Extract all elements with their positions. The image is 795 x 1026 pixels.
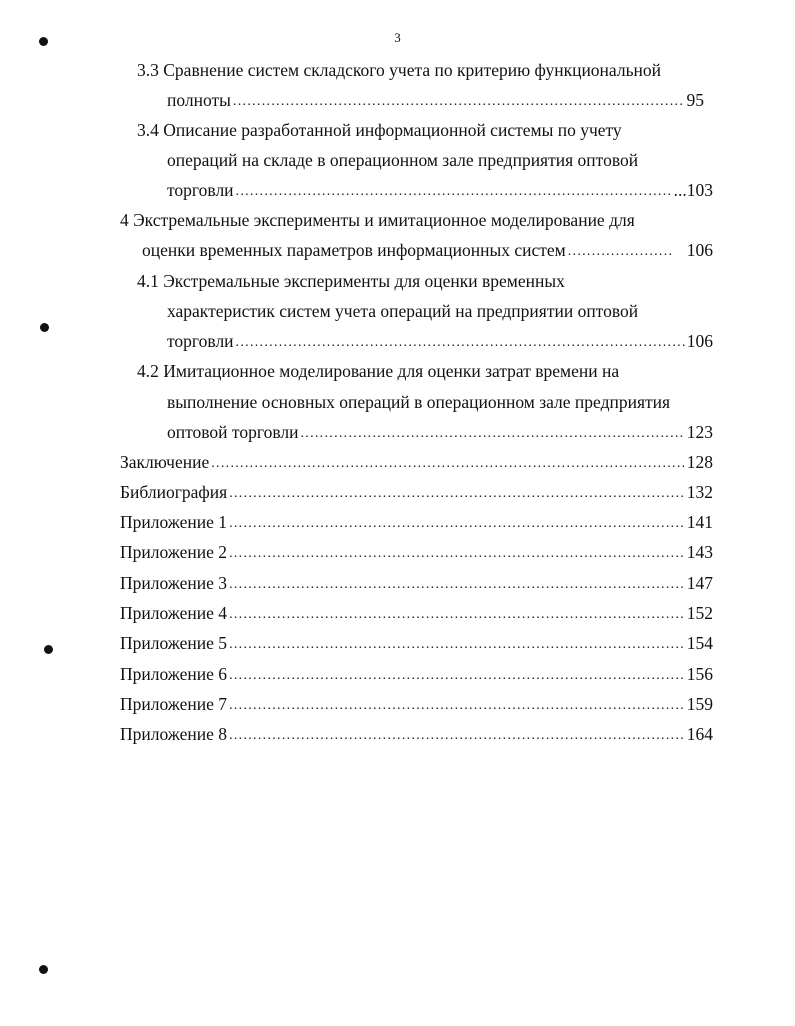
- dot-leader: [300, 423, 684, 445]
- toc-entry-4-2: [167, 421, 713, 446]
- toc-entry-appendix-2: [120, 541, 713, 566]
- toc-page-number: 147: [686, 573, 713, 593]
- toc-page-number: 141: [686, 512, 713, 532]
- toc-page-number: 95: [686, 90, 704, 110]
- punch-hole-mark: [40, 323, 49, 332]
- toc-page-number: 154: [686, 633, 713, 653]
- toc-entry-title: торговли: [167, 331, 234, 351]
- toc-entry-appendix-4: [120, 602, 713, 627]
- toc-entry-title: Приложение 2: [120, 542, 228, 562]
- toc-page-number: 106: [686, 331, 713, 351]
- toc-entry-title: Заключение: [120, 452, 210, 472]
- dot-leader: [229, 725, 685, 747]
- toc-entry-conclusion: [120, 451, 713, 476]
- toc-entry-title: Приложение 5: [120, 633, 228, 653]
- toc-entry-title: Приложение 4: [120, 603, 228, 623]
- toc-entry-bibliography: [120, 481, 713, 506]
- toc-page-number: 106: [686, 240, 713, 260]
- toc-entry-title: Библиография: [120, 482, 228, 502]
- toc-entry-4-1-line-1: 4.1 Экстремальные эксперименты для оценки временных: [137, 271, 565, 291]
- toc-entry-appendix-1: [120, 511, 713, 536]
- toc-entry-appendix-3: [120, 572, 713, 597]
- dot-leader: [233, 91, 685, 113]
- toc-entry-4-1-line-2: характеристик систем учета операций на предприятии оптовой: [167, 301, 639, 321]
- toc-entry-appendix-5: [120, 632, 713, 657]
- toc-entry-title: Приложение 8: [120, 724, 228, 744]
- toc-page-number: 152: [686, 603, 713, 623]
- toc-entry-3-4-line-1: 3.4 Описание разработанной информационной системы по учету: [137, 120, 622, 140]
- toc-entry-3-3: [167, 89, 704, 114]
- toc-entry-4-line-1: 4 Экстремальные эксперименты и имитационное моделирование для: [120, 210, 635, 230]
- toc-page-number: 156: [686, 664, 713, 684]
- toc-entry-4-2-line-2: выполнение основных операций в операционном зале предприятия: [167, 392, 671, 412]
- dot-leader: [229, 604, 685, 626]
- dot-leader: [229, 543, 685, 565]
- toc-entry-4-1: [167, 330, 713, 355]
- toc-entry-title: Приложение 6: [120, 664, 228, 684]
- dot-leader: [568, 241, 673, 263]
- toc-entry-title: оценки временных параметров информационных систем: [142, 240, 566, 260]
- dot-leader: [229, 665, 685, 687]
- toc-entry-title: Приложение 3: [120, 573, 228, 593]
- toc-entry-title: полноты: [167, 90, 231, 110]
- toc-page-number: 128: [686, 452, 713, 472]
- dot-leader: [229, 574, 685, 596]
- toc-entry-appendix-7: [120, 693, 713, 718]
- toc-entry-title: торговли: [167, 180, 234, 200]
- toc-entry-title: Приложение 1: [120, 512, 228, 532]
- dot-leader: [229, 483, 685, 505]
- toc-page-number: 123: [686, 422, 713, 442]
- dot-leader: [211, 453, 685, 475]
- dot-leader: [229, 513, 685, 535]
- toc-entry-appendix-8: [120, 723, 713, 748]
- toc-page-number: 132: [686, 482, 713, 502]
- toc-entry-4-2-line-1: 4.2 Имитационное моделирование для оценки затрат времени на: [137, 361, 620, 381]
- dot-leader: [229, 695, 685, 717]
- punch-hole-mark: [39, 37, 48, 46]
- toc-page-number: ...103: [673, 180, 713, 200]
- toc-entry-title: оптовой торговли: [167, 422, 299, 442]
- toc-entry-3-3-line-1: 3.3 Сравнение систем складского учета по критерию функциональной: [137, 60, 662, 80]
- toc-entry-3-4-line-2: операций на складе в операционном зале предприятия оптовой: [167, 150, 639, 170]
- toc-page-number: 164: [686, 724, 713, 744]
- toc-entry-appendix-6: [120, 663, 713, 688]
- toc-page-number: 143: [686, 542, 713, 562]
- dot-leader: [236, 332, 685, 354]
- toc-entry-3-4: [167, 179, 713, 204]
- punch-hole-mark: [39, 965, 48, 974]
- page-number: 3: [394, 30, 401, 45]
- punch-hole-mark: [44, 645, 53, 654]
- toc-page-number: 159: [686, 694, 713, 714]
- dot-leader: [236, 181, 672, 203]
- toc-entry-4: [142, 239, 713, 264]
- toc-entry-title: Приложение 7: [120, 694, 228, 714]
- dot-leader: [229, 634, 685, 656]
